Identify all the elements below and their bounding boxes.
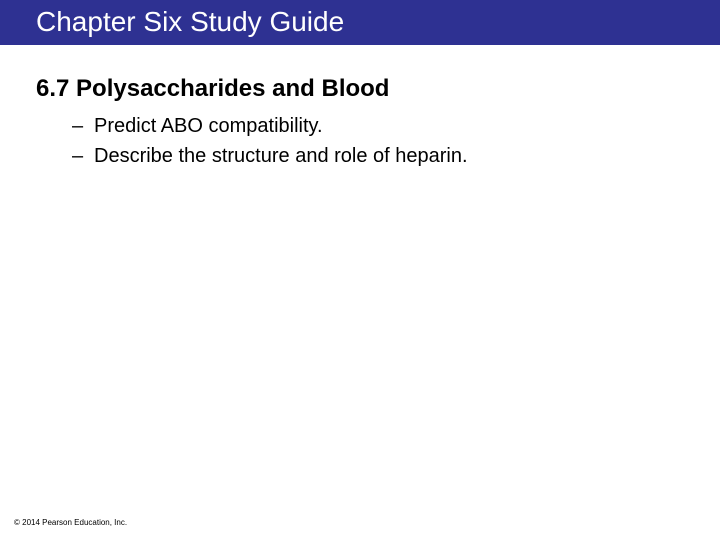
section-heading: 6.7 Polysaccharides and Blood	[36, 75, 390, 102]
bullet-dash: –	[72, 145, 84, 167]
bullet-item	[72, 114, 468, 144]
slide-title: Chapter Six Study Guide	[36, 6, 345, 37]
title-bar	[0, 0, 720, 45]
bullet-text: Describe the structure and role of heparin.	[94, 145, 468, 167]
bullet-list	[72, 114, 468, 174]
bullet-item	[72, 144, 468, 174]
bullet-text: Predict ABO compatibility.	[94, 115, 323, 137]
bullet-dash: –	[72, 115, 84, 137]
copyright-footer: © 2014 Pearson Education, Inc.	[14, 518, 128, 527]
